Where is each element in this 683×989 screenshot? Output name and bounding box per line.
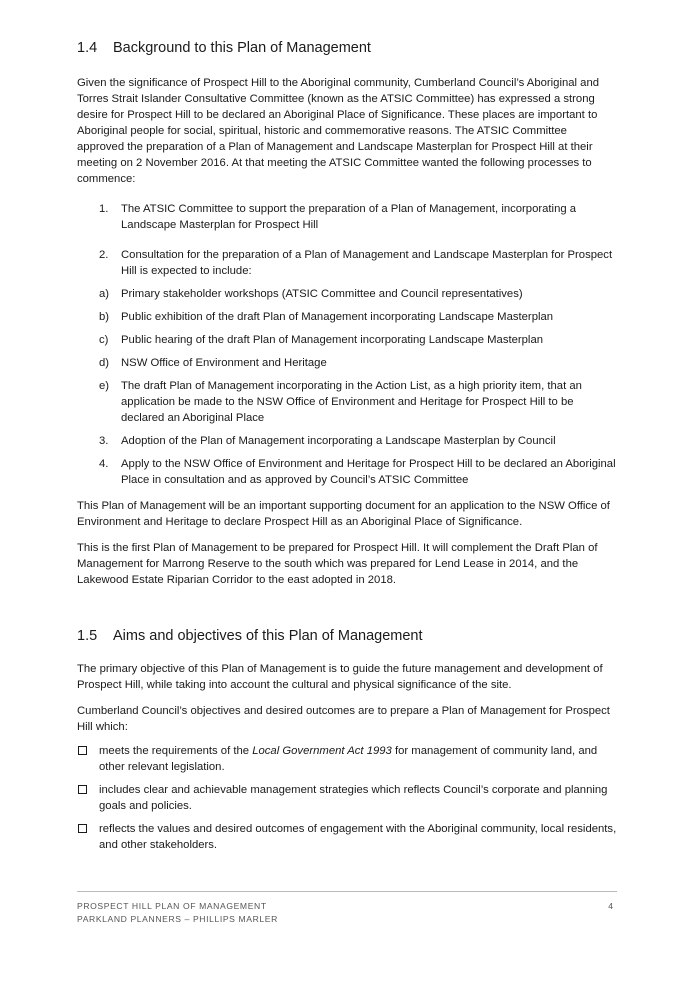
background-intro: Given the significance of Prospect Hill to the Aboriginal community, Cumberland Council’s Aboriginal and Torres Strait Islander Consultative Committee (known as the ATSIC Committee) has expressed a strong desire for Prospect Hill to be declared an Aboriginal Place of Significance. These places are important to Aboriginal people for social, spiritual, historic and commemorative reasons. The ATSIC Committee approved the preparation of a Plan of Management and Landscape Masterplan for Prospect Hill at their meeting on 2 November 2016. At that meeting the ATSIC Committee wanted the following processes to commence: [77, 77, 600, 185]
section-heading-1-4 [77, 38, 617, 58]
footer-divider [77, 891, 617, 892]
checklist-item [77, 782, 617, 814]
list-marker: 1. [99, 203, 109, 215]
page-content [77, 38, 617, 853]
list-item [77, 309, 617, 325]
checkbox-icon [77, 743, 99, 775]
list-item [77, 433, 617, 449]
list-marker: e) [99, 380, 110, 392]
list-marker: a) [99, 288, 110, 300]
section-title: Aims and objectives of this Plan of Management [113, 628, 423, 644]
list-text: Consultation for the preparation of a Plan of Management and Landscape Masterplan for Prospect Hill is expected to include: [121, 249, 613, 277]
list-item [77, 456, 617, 488]
aims-paragraph-1: The primary objective of this Plan of Management is to guide the future management and development of Prospect Hill, while taking into account the cultural and physical significance of the site. [77, 663, 603, 691]
page-number: 4 [608, 901, 613, 911]
section-heading-1-5 [77, 626, 617, 646]
list-text: NSW Office of Environment and Heritage [121, 357, 327, 369]
checklist-item [77, 743, 617, 775]
footer-document-title: PROSPECT HILL PLAN OF MANAGEMENT [77, 901, 267, 911]
section-title: Background to this Plan of Management [113, 40, 371, 56]
list-text: Public exhibition of the draft Plan of Management incorporating Landscape Masterplan [121, 311, 554, 323]
list-item [77, 332, 617, 348]
list-marker: 4. [99, 458, 109, 470]
objectives-checklist [77, 743, 617, 853]
list-text: Primary stakeholder workshops (ATSIC Committee and Council representatives) [121, 288, 523, 300]
checklist-item [77, 821, 617, 853]
list-item [77, 201, 617, 233]
list-text: Public hearing of the draft Plan of Management incorporating Landscape Masterplan [121, 334, 544, 346]
background-paragraph-3: This is the first Plan of Management to be prepared for Prospect Hill. It will complement the Draft Plan of Management for Marrong Reserve to the south which was prepared for Lend Lease in 2014, and the Lakewood Estate Riparian Corridor to the east adopted in 2018. [77, 542, 598, 586]
section-number: 1.4 [77, 40, 98, 56]
checklist-text: reflects the values and desired outcomes of engagement with the Aboriginal community, local residents, and other stakeholders. [99, 823, 617, 851]
list-marker: c) [99, 334, 109, 346]
checklist-text: meets the requirements of the Local Government Act 1993 for management of community land, and other relevant legislation. [99, 745, 598, 773]
legislation-title: Local Government Act 1993 [252, 745, 392, 757]
list-text: Adoption of the Plan of Management incorporating a Landscape Masterplan by Council [121, 435, 556, 447]
page-footer [77, 900, 617, 926]
aims-paragraph-2: Cumberland Council’s objectives and desired outcomes are to prepare a Plan of Management for Prospect Hill which: [77, 705, 610, 733]
list-text: The draft Plan of Management incorporating in the Action List, as a high priority item, that an application be made to the NSW Office of Environment and Heritage for Prospect Hill to be declared an Aboriginal Place [121, 380, 582, 424]
list-text: The ATSIC Committee to support the preparation of a Plan of Management, incorporating a Landscape Masterplan for Prospect Hill [121, 203, 577, 231]
list-item [77, 355, 617, 371]
background-paragraph-2: This Plan of Management will be an important supporting document for an application to the NSW Office of Environment and Heritage to declare Prospect Hill as an Aboriginal Place of Significance. [77, 500, 610, 528]
list-marker: d) [99, 357, 110, 369]
list-item [77, 378, 617, 426]
list-text: Apply to the NSW Office of Environment and Heritage for Prospect Hill to be declared an Aboriginal Place in consultation and as approved by Council’s ATSIC Committee [121, 458, 616, 486]
process-list [77, 201, 617, 488]
list-marker: 2. [99, 249, 109, 261]
list-item [77, 286, 617, 302]
section-number: 1.5 [77, 628, 98, 644]
checkbox-icon [77, 821, 99, 853]
list-marker: 3. [99, 435, 109, 447]
checkbox-icon [77, 782, 99, 814]
footer-author: PARKLAND PLANNERS – PHILLIPS MARLER [77, 914, 278, 924]
checklist-text: includes clear and achievable management strategies which reflects Council’s corporate and planning goals and policies. [99, 784, 608, 812]
list-marker: b) [99, 311, 110, 323]
list-item [77, 247, 617, 279]
